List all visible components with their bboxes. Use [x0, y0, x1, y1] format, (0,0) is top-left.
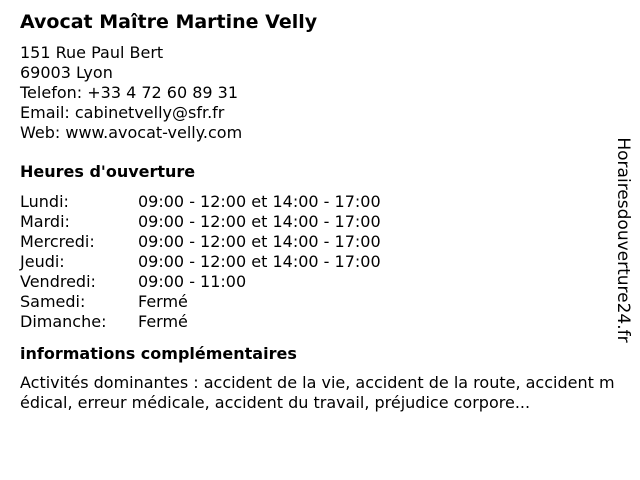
business-card [20, 10, 620, 413]
site-watermark: Horairesdouverture24.fr [613, 137, 633, 343]
day-label: Mercredi: [20, 232, 95, 251]
hours-row-dimanche [20, 312, 620, 332]
website-line[interactable]: Web: www.avocat-velly.com [20, 123, 243, 142]
day-hours: 09:00 - 12:00 et 14:00 - 17:00 [138, 192, 381, 211]
contact-block [20, 43, 620, 143]
day-hours: 09:00 - 12:00 et 14:00 - 17:00 [138, 252, 381, 271]
day-label: Samedi: [20, 292, 86, 311]
address-street: 151 Rue Paul Bert [20, 43, 164, 62]
day-label: Jeudi: [20, 252, 65, 271]
hours-row-mardi [20, 212, 620, 232]
day-hours: Fermé [138, 292, 188, 311]
day-hours: 09:00 - 11:00 [138, 272, 247, 291]
opening-hours-heading: Heures d'ouverture [20, 162, 196, 181]
hours-row-mercredi [20, 232, 620, 252]
hours-row-lundi [20, 192, 620, 212]
opening-hours-table [20, 192, 620, 332]
day-hours: 09:00 - 12:00 et 14:00 - 17:00 [138, 212, 381, 231]
address-city: 69003 Lyon [20, 63, 113, 82]
hours-row-jeudi [20, 252, 620, 272]
phone-line[interactable]: Telefon: +33 4 72 60 89 31 [20, 83, 239, 102]
day-label: Lundi: [20, 192, 69, 211]
hours-row-vendredi [20, 272, 620, 292]
day-hours: Fermé [138, 312, 188, 331]
day-hours: 09:00 - 12:00 et 14:00 - 17:00 [138, 232, 381, 251]
email-line[interactable]: Email: cabinetvelly@sfr.fr [20, 103, 225, 122]
additional-info-text: Activités dominantes : accident de la vie, accident de la route, accident médical, erreur médicale, accident du travail, préjudice corpore... [20, 373, 615, 412]
hours-row-samedi [20, 292, 620, 312]
day-label: Dimanche: [20, 312, 107, 331]
business-name: Avocat Maître Martine Velly [20, 11, 318, 33]
day-label: Vendredi: [20, 272, 96, 291]
additional-info-heading: informations complémentaires [20, 344, 297, 363]
day-label: Mardi: [20, 212, 70, 231]
